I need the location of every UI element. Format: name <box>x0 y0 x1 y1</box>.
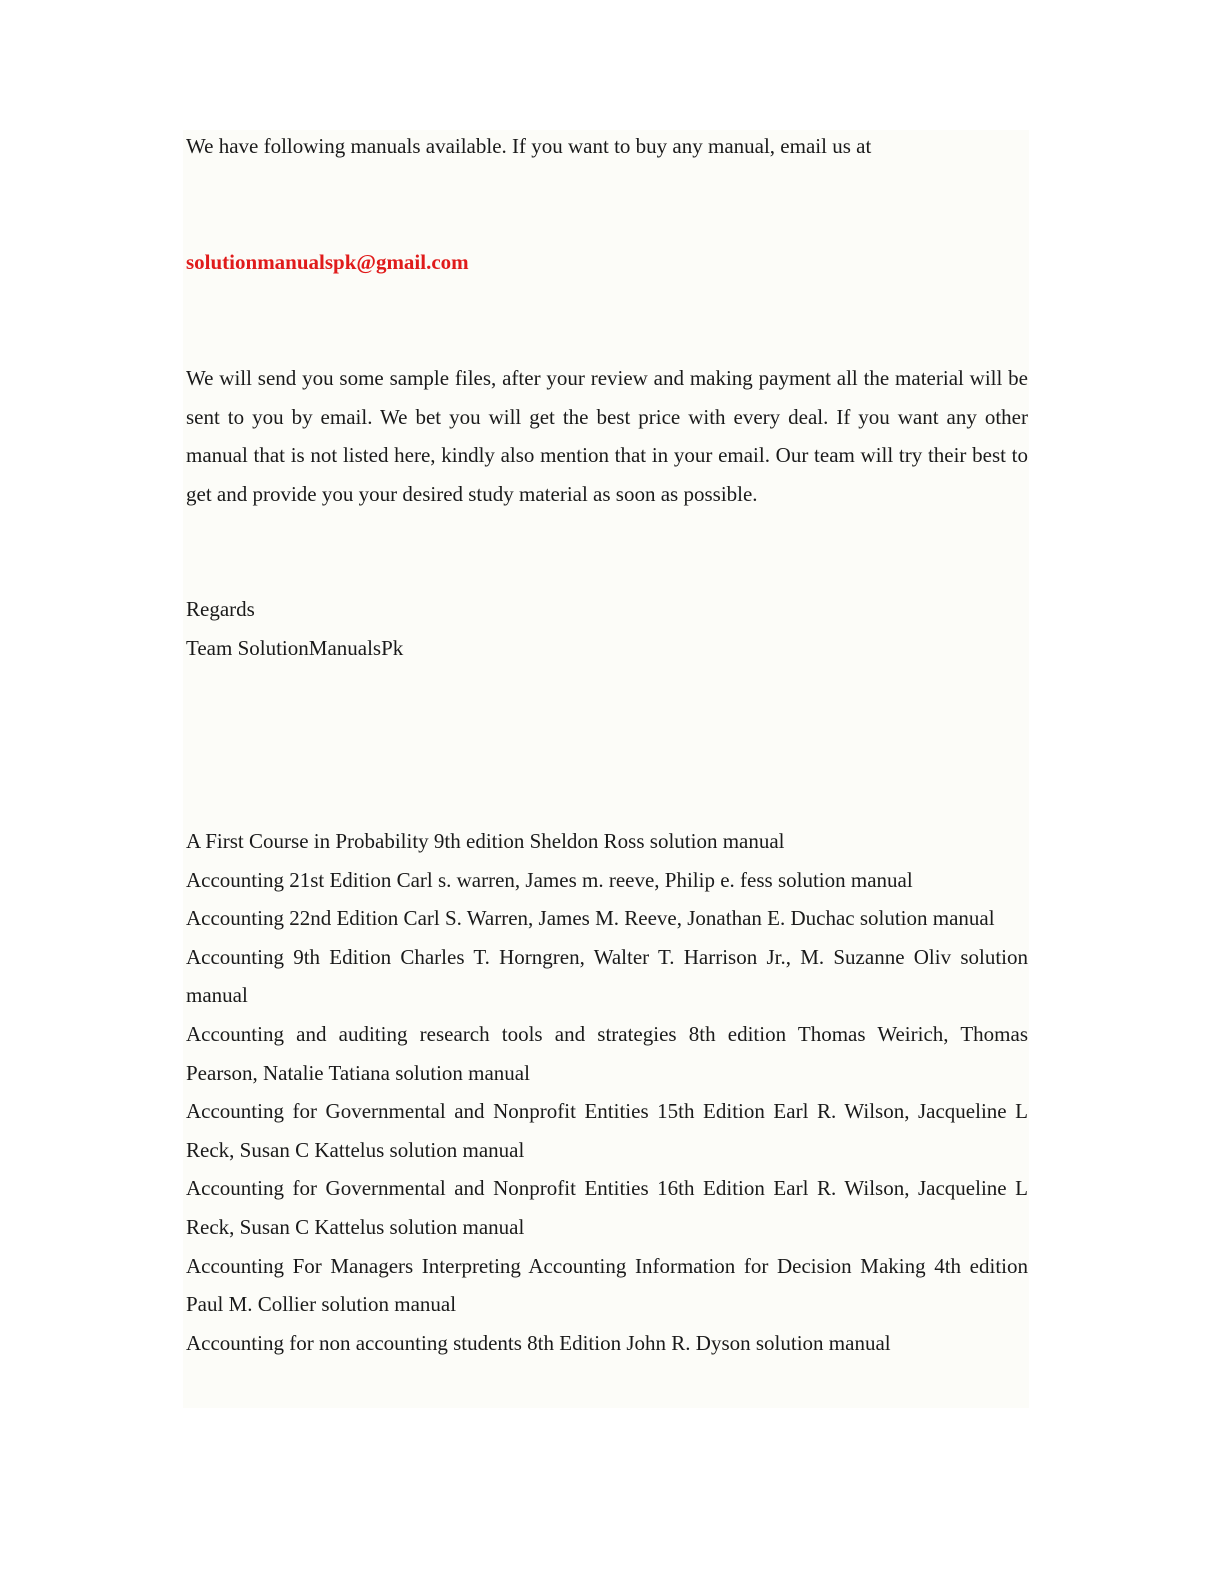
team-signature: Team SolutionManualsPk <box>186 636 404 660</box>
list-item: Accounting 22nd Edition Carl S. Warren, James M. Reeve, Jonathan E. Duchac solution manual <box>186 906 995 931</box>
contact-email: solutionmanualspk@gmail.com <box>186 250 469 274</box>
regards-text: Regards <box>186 597 255 621</box>
document-content <box>183 130 1029 1408</box>
list-item: Accounting 9th Edition Charles T. Horngren, Walter T. Harrison Jr., M. Suzanne Oliv solution manual <box>186 944 1028 1008</box>
list-item: Accounting and auditing research tools and strategies 8th edition Thomas Weirich, Thomas Pearson, Natalie Tatiana solution manual <box>186 1021 1028 1085</box>
list-item: Accounting 21st Edition Carl s. warren, James m. reeve, Philip e. fess solution manual <box>186 867 913 892</box>
list-item: A First Course in Probability 9th edition Sheldon Ross solution manual <box>186 829 785 853</box>
list-item: Accounting For Managers Interpreting Accounting Information for Decision Making 4th edition Paul M. Collier solution manual <box>186 1253 1028 1317</box>
intro-text: We have following manuals available. If you want to buy any manual, email us at <box>186 134 872 158</box>
list-item: Accounting for non accounting students 8th Edition John R. Dyson solution manual <box>186 1330 891 1355</box>
info-paragraph: We will send you some sample files, after your review and making payment all the material will be sent to you by email. We bet you will get the best price with every deal. If you want any other manual that is not listed here, kindly also mention that in your email. Our team will try their best to get and provide you your desired study material as soon as possible. <box>186 366 1028 506</box>
list-item: Accounting for Governmental and Nonprofit Entities 16th Edition Earl R. Wilson, Jacqueline L Reck, Susan C Kattelus solution manual <box>186 1176 1028 1239</box>
list-item: Accounting for Governmental and Nonprofit Entities 15th Edition Earl R. Wilson, Jacqueline L Reck, Susan C Kattelus solution manual <box>186 1099 1028 1162</box>
manual-list <box>186 822 1028 1362</box>
